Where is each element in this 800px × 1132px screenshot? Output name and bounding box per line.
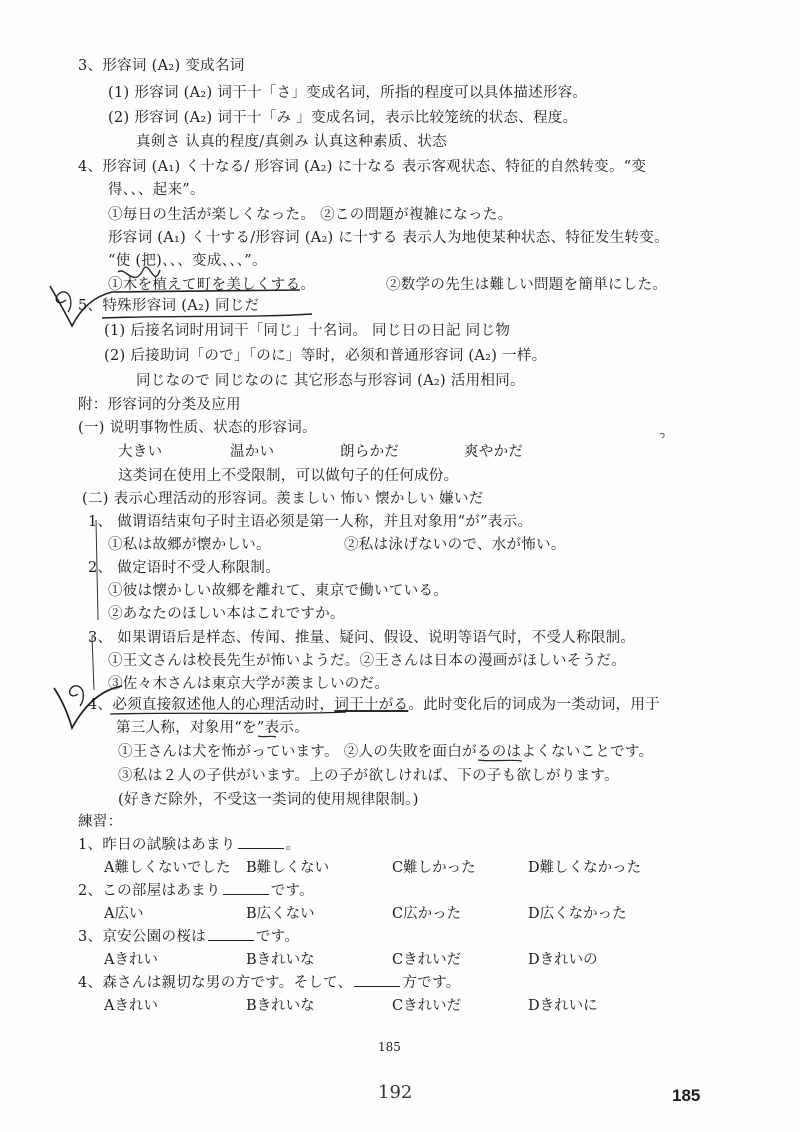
rule-4: [88, 695, 660, 715]
appendix-group-1-word: 朗らかだ: [340, 444, 400, 460]
option-d: Dきれいに: [528, 998, 598, 1014]
answer-blank: [223, 880, 269, 895]
rule-3-example-1: ①王文さんは校長先生が怖いようだ。②王さんは日本の漫画がほしいそうだ。: [108, 653, 626, 669]
answer-blank: [238, 834, 284, 849]
rule-3: 3、 如果谓语后是样态、传闻、推量、疑问、假设、说明等语气时，不受人称限制。: [88, 630, 636, 646]
rule-4-text-c: 。此时变化后的词成为一类动词，用于: [408, 697, 660, 713]
answer-blank: [208, 926, 254, 941]
rule-1: 1、 做谓语结束句子时主语必须是第一人称，并且对象用“が”表示。: [88, 514, 533, 530]
option-b: Bきれいな: [246, 952, 315, 968]
exercise-question: [78, 880, 314, 901]
check-mark-loop: [56, 292, 71, 312]
rule-4-highlight: 词干十がる: [334, 697, 409, 713]
rule-4-note: (好きだ除外，不受这一类词的使用规律限制。): [118, 792, 419, 808]
page-number-printed: 185: [378, 1040, 401, 1054]
question-text: 1、昨日の試験はあまり: [78, 837, 236, 853]
option-c: Cきれいだ: [392, 952, 462, 968]
rule-4-example-2: ③私は２人の子供がいます。上の子が欲しければ、下の子も欲しがります。: [118, 768, 619, 784]
exercise-question: [78, 834, 300, 855]
section-4-example-1: ①毎日の生活が楽しくなった。 ②この問題が複雑になった。: [108, 207, 513, 223]
check-mark-rule-4-loop: [70, 686, 84, 706]
section-3-heading: 3、形容词 (A₂) 变成名词: [78, 58, 245, 74]
appendix-group-2: (二) 表示心理活动的形容词。羨ましい 怖い 懐かしい 嫌いだ: [82, 491, 484, 507]
option-c: C広かった: [392, 906, 462, 922]
small-mark: [660, 433, 664, 438]
question-text: 2、この部屋はあまり: [78, 883, 221, 899]
option-d: D広くなかった: [528, 906, 627, 922]
option-b: Bきれいな: [246, 998, 315, 1014]
appendix-group-1-word: 爽やかだ: [464, 444, 524, 460]
option-d: D難しくなかった: [528, 860, 642, 876]
question-text: 4、森さんは親切な男の方です。そして、: [78, 975, 353, 991]
exercise-heading: 練習：: [78, 814, 123, 830]
section-5-point-3: 同じなので 同じなのに 其它形态与形容词 (A₂) 活用相同。: [136, 373, 525, 389]
option-c: Cきれいだ: [392, 998, 462, 1014]
option-c: C難しかった: [392, 860, 476, 876]
section-5-point-1: (1) 后接名词时用词干「同じ」十名词。 同じ日の日記 同じ物: [104, 323, 511, 339]
rule-4-text-a: 4、必须直接叙述他人的心理活动时，: [88, 697, 335, 713]
section-4-line-1: 4、形容词 (A₁) く十なる/ 形容词 (A₂) に十なる 表示客观状态、特征的自然转变。“变: [78, 159, 647, 175]
section-4-example-2b: ②数学の先生は難しい問題を簡単にした。: [386, 277, 668, 293]
option-a: A難しくないでした: [104, 860, 231, 876]
section-3-example: 真剣さ 认真的程度/真剣み 认真这种素质、状态: [136, 134, 448, 150]
section-4-line-2: 得、、、起来”。: [108, 182, 205, 198]
page-number-scan: 192: [378, 1082, 413, 1103]
appendix-group-1-note: 这类词在使用上不受限制，可以做句子的任何成份。: [118, 468, 459, 484]
option-a: A広い: [104, 906, 144, 922]
answer-blank: [354, 972, 400, 987]
section-3-point-1: (1) 形容词 (A₂) 词干十「さ」变成名词，所指的程度可以具体描述形容。: [108, 85, 588, 101]
option-b: B広くない: [246, 906, 315, 922]
rule-3-example-2: ③佐々木さんは東京大学が羨ましいのだ。: [108, 676, 390, 692]
option-a: Aきれい: [104, 998, 158, 1014]
section-4-line-4: 形容词 (A₁) く十する/形容词 (A₂) に十する 表示人为地使某种状态、特征发生转变。: [108, 230, 669, 246]
appendix-group-1: (一) 说明事物性质、状态的形容词。: [78, 420, 317, 436]
rule-2-example-2: ②あなたのほしい本はこれですか。: [108, 606, 345, 622]
exercise-question: [78, 926, 299, 947]
question-text: 3、京安公園の桜は: [78, 929, 206, 945]
appendix-group-1-word: 温かい: [230, 444, 275, 460]
option-d: Dきれいの: [528, 952, 598, 968]
option-b: B難しくない: [246, 860, 330, 876]
section-5-heading: 5、特殊形容词 (A₂) 同じだ: [78, 298, 260, 314]
section-3-point-2: (2) 形容词 (A₂) 词干十「み 」变成名词，表示比较笼统的状态、程度。: [108, 110, 578, 126]
rule-1-example-a: ①私は故郷が懐かしい。: [108, 537, 271, 553]
rule-2: 2、 做定语时不受人称限制。: [88, 560, 281, 576]
rule-4-example-1: ①王さんは犬を怖がっています。 ②人の失敗を面白がるのはよくないことです。: [118, 744, 654, 760]
appendix-group-1-word: 大きい: [118, 444, 163, 460]
rule-4-line-2: 第三人称，对象用“を”表示。: [116, 720, 310, 736]
section-4-line-5: “使 (把)、、、变成、、、”。: [108, 253, 267, 269]
section-4-example-2a: ①木を植えて町を美しくする。: [108, 277, 316, 293]
rule-1-example-b: ②私は泳げないので、水が怖い。: [344, 537, 566, 553]
appendix-heading: 附：形容词的分类及应用: [78, 397, 241, 413]
rule-2-example-1: ①彼は懐かしい故郷を離れて、東京で働いている。: [108, 583, 449, 599]
question-tail: です。: [255, 929, 300, 945]
question-tail: 。: [285, 837, 301, 853]
question-tail: 方です。: [402, 975, 461, 991]
page-number-bold: 185: [672, 1086, 701, 1105]
option-a: Aきれい: [104, 952, 158, 968]
exercise-question: [78, 972, 461, 993]
section-5-point-2: (2) 后接助词「ので」「のに」等时，必须和普通形容词 (A₂) 一样。: [104, 348, 547, 364]
question-tail: です。: [270, 883, 314, 899]
